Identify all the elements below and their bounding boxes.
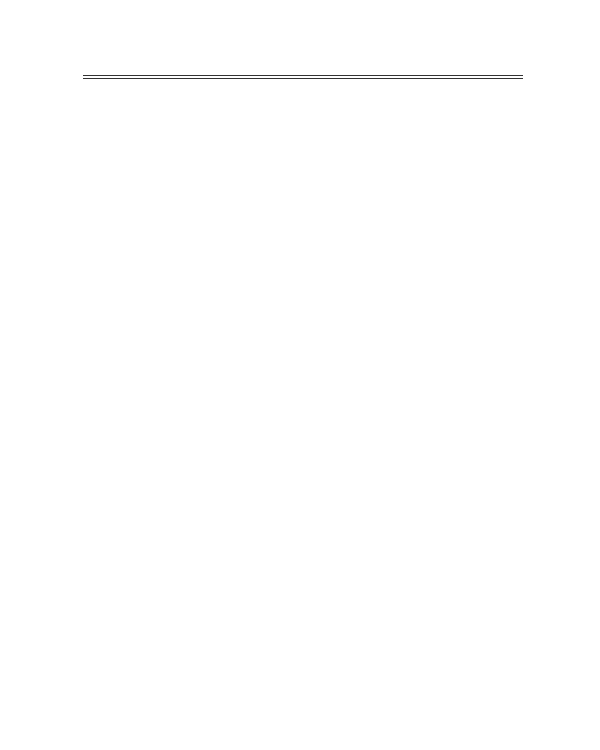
bottom-ornament	[130, 727, 470, 743]
header-rule	[83, 75, 523, 76]
top-ornament-band	[85, 16, 515, 44]
header-rule	[83, 78, 523, 79]
